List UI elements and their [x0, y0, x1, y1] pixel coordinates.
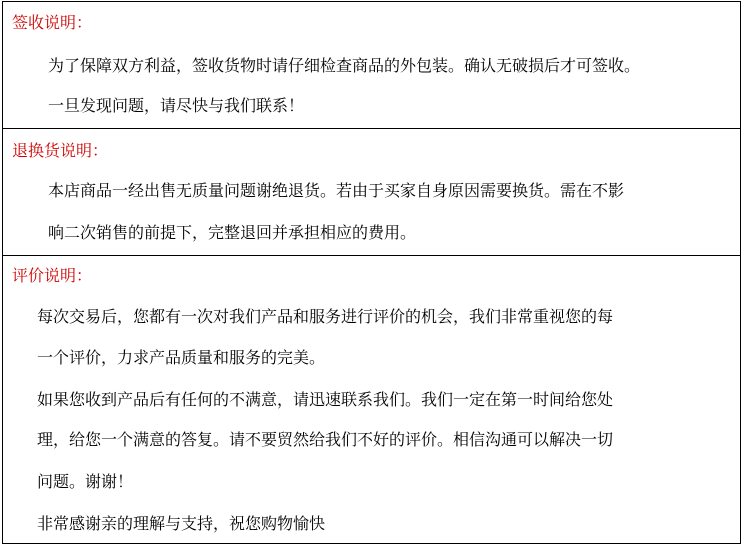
- paragraph-line: 理，给您一个满意的答复。请不要贸然给我们不好的评价。相信沟通可以解决一切: [37, 430, 614, 449]
- section-heading: 退换货说明：: [12, 141, 109, 160]
- paragraph-line: 为了保障双方利益，签收货物时请仔细检查商品的外包装。确认无破损后才可签收。: [48, 56, 641, 75]
- paragraph-line: 如果您收到产品后有任何的不满意，请迅速联系我们。我们一定在第一时间给您处: [37, 390, 614, 409]
- paragraph-line: 每次交易后，您都有一次对我们产品和服务进行评价的机会，我们非常重视您的每: [37, 307, 614, 326]
- paragraph-line: 非常感谢亲的理解与支持，祝您购物愉快: [37, 514, 326, 533]
- paragraph-line: 问题。谢谢！: [37, 472, 134, 491]
- paragraph-line: 响二次销售的前提下，完整退回并承担相应的费用。: [48, 223, 417, 242]
- paragraph-line: 本店商品一经出售无质量问题谢绝退货。若由于买家自身原因需要换货。需在不影: [48, 181, 625, 200]
- section-heading: 签收说明：: [12, 13, 93, 32]
- paragraph-line: 一旦发现问题，请尽快与我们联系！: [48, 96, 305, 115]
- section-sign-for-delivery: [3, 2, 740, 128]
- section-review: [3, 255, 740, 545]
- section-return-exchange: [3, 128, 740, 255]
- paragraph-line: 一个评价，力求产品质量和服务的完美。: [37, 348, 326, 367]
- notice-table: [2, 1, 741, 544]
- section-heading: 评价说明：: [12, 266, 93, 285]
